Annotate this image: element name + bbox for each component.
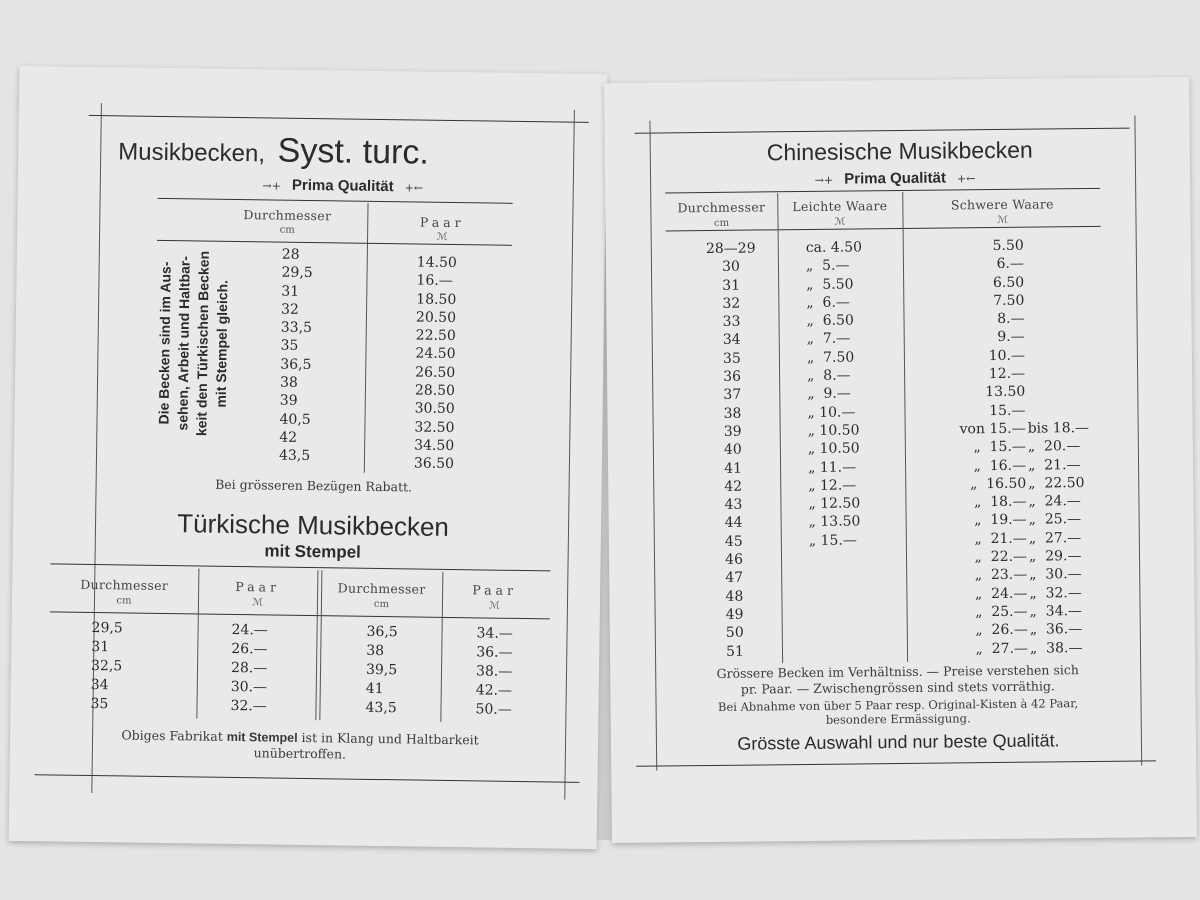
section2-subtitle: mit Stempel (264, 541, 361, 562)
t1-price-list (414, 254, 457, 474)
heavy-price-to-cell: „ 34.— (1029, 603, 1083, 620)
light-price-cell (810, 623, 866, 642)
light-price-cell: „ 13.50 (808, 513, 861, 531)
price-cell: 42.— (475, 682, 513, 699)
diameter-cell: 50 (725, 624, 744, 642)
heavy-price-to-cell: „ 22.50 (1028, 474, 1085, 492)
heavy-price-from-cell: „ 25.— (975, 603, 1028, 621)
light-price-cell: „ 11.— (807, 459, 857, 476)
heavy-price-to-cell (1026, 236, 1088, 255)
heavy-price-to-cell (1026, 273, 1088, 292)
diameter-cell: 47 (725, 569, 744, 587)
ornament-left: →+ (262, 179, 281, 193)
light-price-cell: „ 10.50 (807, 422, 860, 439)
t1-header-paar: Paar (419, 214, 465, 231)
heavy-price-from-cell: 15.— (989, 402, 1026, 419)
heavy-price-to-cell (1026, 291, 1088, 310)
heavy-price-from-cell: „ 22.— (974, 548, 1028, 566)
diameter-cell: 31 (722, 277, 741, 294)
diameter-cell: 51 (725, 643, 744, 660)
diameter-cell: 38 (723, 405, 742, 422)
diameter-cell: 30 (721, 258, 740, 276)
t2-top-rule (50, 563, 550, 571)
ornament-right: +← (404, 181, 424, 195)
r-div2 (902, 192, 908, 662)
price-cell: 24.— (231, 621, 268, 639)
heavy-price-from-cell: „ 18.— (973, 493, 1027, 511)
r-heavy-prices-b (1026, 236, 1092, 657)
heavy-price-from-cell: 12.— (988, 365, 1026, 383)
right-rule (564, 110, 575, 800)
footer-pre: Obiges Fabrikat (121, 727, 223, 744)
heavy-price-from-cell: von 15.— (959, 420, 1026, 438)
r-h2: Leichte Waare (792, 198, 888, 215)
quality-label: Prima Qualität (291, 176, 394, 196)
diameter-cell: 43 (724, 496, 743, 514)
r-note1-line2: pr. Paar. — Zwischengrössen sind stets vorräthig. (740, 678, 1055, 697)
r-light-prices (806, 238, 867, 659)
left-footer (55, 726, 545, 765)
price-cell: 16.— (416, 272, 453, 290)
diameter-cell: 48 (725, 588, 744, 605)
footer-line2: unübertroffen. (253, 745, 347, 762)
t2-col1-list (90, 619, 122, 714)
t2-u4: ℳ (489, 600, 500, 612)
diameter-cell: 36,5 (366, 623, 398, 641)
r-diameters (691, 239, 775, 661)
diameter-cell: 45 (724, 533, 743, 550)
r-u3: ℳ (997, 214, 1008, 226)
price-cell: 30.50 (414, 400, 455, 418)
top-rule (89, 115, 589, 123)
diameter-cell: 40,5 (279, 411, 311, 428)
t2-u3: cm (373, 598, 390, 611)
heavy-price-from-cell: 10.— (988, 347, 1025, 364)
heavy-price-from-cell: 6.50 (992, 274, 1025, 291)
closing-line: Grösste Auswahl und nur beste Qualität. (737, 730, 1060, 754)
r-note2-line2: besondere Ermässigung. (825, 711, 971, 727)
heavy-price-to-cell: „ 21.— (1027, 456, 1081, 474)
price-cell: 34.50 (414, 437, 455, 455)
heavy-price-from-cell: 6.— (996, 255, 1025, 273)
t2-header-rule (50, 611, 550, 619)
light-price-cell: „ 12.50 (808, 495, 861, 513)
light-price-cell: „ 12.— (808, 477, 857, 494)
price-cell: 18.50 (416, 291, 457, 308)
heavy-price-from-cell: 13.50 (985, 384, 1026, 401)
t2-h1: Durchmesser (80, 576, 169, 594)
r-light-list (806, 238, 867, 659)
diameter-cell: 34 (90, 676, 109, 694)
title-main: Syst. turc. (277, 131, 430, 172)
light-price-cell (809, 586, 865, 605)
diameter-cell: 35 (90, 695, 109, 713)
heavy-price-to-cell: „ 38.— (1029, 639, 1083, 657)
diameter-cell: 41 (365, 680, 384, 698)
r-table-top-rule (665, 188, 1100, 194)
diameter-cell: 46 (725, 551, 744, 568)
r-note2 (661, 696, 1136, 729)
light-price-cell: „ 8.— (807, 367, 851, 385)
diameter-cell: 42 (724, 478, 743, 495)
diameter-cell: 34 (722, 332, 741, 349)
t1-footer: Bei grösseren Bezügen Rabatt. (215, 476, 413, 495)
t1-diameter-list (279, 246, 313, 466)
light-price-cell: „ 9.— (807, 385, 851, 403)
heavy-price-from-cell: 7.50 (993, 292, 1025, 309)
diameter-cell: 28 (281, 246, 300, 263)
footer-post: ist in Klang und Haltbarkeit (301, 729, 479, 748)
t2-col2 (230, 621, 268, 716)
heavy-price-from-cell: „ 21.— (974, 530, 1027, 547)
price-cell: 34.— (476, 625, 513, 642)
heavy-price-to-cell (1027, 346, 1089, 365)
r-diameter-list (691, 239, 775, 661)
right-page (604, 77, 1197, 843)
diameter-cell: 49 (725, 606, 744, 623)
diameter-cell: 28—29 (705, 240, 756, 258)
diameter-cell: 33 (722, 313, 741, 331)
r-h3: Schwere Waare (950, 196, 1054, 213)
light-price-cell (809, 568, 865, 587)
t2-h3: Durchmesser (337, 580, 426, 597)
t1-unit-diameter: cm (279, 224, 295, 236)
diameter-cell: 39,5 (365, 661, 398, 679)
price-cell: 28.50 (414, 382, 456, 400)
price-cell: 22.50 (415, 327, 456, 345)
heavy-price-from-cell: „ 19.— (974, 512, 1027, 529)
price-cell: 32.— (230, 697, 267, 715)
diameter-cell: 29,5 (91, 619, 123, 637)
t2-h2: Paar (235, 578, 281, 595)
heavy-price-to-cell (1027, 328, 1089, 347)
price-cell: 32.50 (414, 419, 455, 436)
price-cell: 14.50 (416, 254, 457, 272)
r-bottom-rule (636, 760, 1156, 766)
r-ornament-left: →+ (814, 173, 834, 187)
t1-header-diameter: Durchmesser (243, 207, 332, 224)
diameter-cell: 35 (280, 338, 299, 355)
section2-title: Türkische Musikbecken (177, 508, 450, 542)
r-h1: Durchmesser (677, 199, 766, 216)
light-price-cell: „ 7.— (806, 331, 851, 348)
light-price-cell: „ 10.— (807, 404, 856, 421)
heavy-price-to-cell: „ 24.— (1028, 493, 1081, 510)
light-price-cell: ca. 4.50 (805, 239, 863, 256)
t2-u2: ℳ (252, 597, 263, 609)
r-heavy-a-list (924, 237, 1028, 659)
left-page (9, 66, 608, 849)
diameter-cell: 35 (722, 350, 741, 367)
diameter-cell: 36,5 (280, 356, 312, 373)
bottom-rule (35, 774, 580, 783)
price-cell: 28.— (230, 659, 268, 677)
diameter-cell: 42 (279, 429, 298, 446)
right-quality-line (745, 166, 1045, 188)
heavy-price-to-cell: bis 18.— (1027, 419, 1090, 437)
diameter-cell: 43,5 (365, 699, 397, 717)
diameter-cell: 43,5 (278, 447, 311, 465)
r-heavy-prices-a (924, 237, 1028, 659)
light-price-cell: „ 10.50 (807, 440, 860, 458)
quality-line (198, 173, 488, 196)
diameter-cell: 32 (280, 301, 300, 318)
r-heavy-b-list (1026, 236, 1092, 657)
r-note1 (660, 662, 1135, 699)
r-note2-line1: Bei Abnahme von über 5 Paar resp. Original-Kisten à 42 Paar, (717, 696, 1079, 714)
heavy-price-to-cell (1027, 382, 1089, 401)
r-u2: ℳ (834, 216, 846, 228)
diameter-cell: 36 (723, 368, 742, 385)
diameter-cell: 40 (723, 441, 742, 459)
price-cell: 26.50 (415, 364, 456, 381)
heavy-price-from-cell: „ 16.50 (969, 475, 1027, 493)
r-quality-label: Prima Qualität (844, 169, 946, 188)
r-right-rule (1134, 116, 1142, 766)
diameter-cell: 38 (366, 642, 385, 660)
heavy-price-to-cell: „ 20.— (1027, 438, 1081, 455)
diameter-cell: 38 (279, 374, 298, 391)
r-top-rule (635, 128, 1130, 134)
heavy-price-to-cell: „ 29.— (1028, 548, 1082, 565)
diameter-cell: 41 (724, 460, 743, 477)
diameter-cell: 44 (724, 515, 743, 532)
diameter-cell: 39 (723, 423, 742, 440)
diameter-cell: 31 (91, 638, 110, 656)
r-u1: cm (713, 217, 730, 229)
table1-top-rule (158, 198, 513, 204)
light-price-cell: „ 15.— (808, 532, 857, 549)
side-note: Die Becken sind im Aus- sehen, Arbeit und Haltbar- keit den Türkischen Becken mit Stempel gleich. (155, 250, 231, 437)
price-cell: 24.50 (415, 345, 456, 363)
t2-col1 (90, 619, 122, 714)
price-cell: 36.— (476, 644, 513, 661)
light-price-cell: „ 7.50 (806, 349, 855, 366)
heavy-price-from-cell: „ 15.— (973, 438, 1026, 456)
light-price-cell: „ 5.— (805, 257, 850, 275)
price-cell: 26.— (231, 640, 268, 658)
heavy-price-to-cell (1026, 309, 1088, 328)
light-price-cell: „ 5.50 (806, 276, 854, 293)
r-note1-line1: Grössere Becken im Verhältniss. — Preise verstehen sich (716, 662, 1079, 681)
t2-col3-list (365, 623, 397, 718)
diameter-cell: 29,5 (281, 264, 313, 282)
t1-prices (414, 254, 457, 474)
heavy-price-to-cell: „ 30.— (1029, 566, 1082, 584)
footer-bold: mit Stempel (226, 729, 298, 745)
heavy-price-to-cell: „ 27.— (1028, 529, 1082, 547)
heavy-price-to-cell (1027, 364, 1089, 383)
price-cell: 38.— (475, 663, 513, 680)
heavy-price-to-cell: „ 25.— (1028, 511, 1082, 529)
t2-col3 (365, 623, 397, 718)
t1-unit-paar: ℳ (436, 231, 448, 243)
diameter-cell: 31 (281, 283, 300, 300)
r-left-rule (649, 121, 657, 771)
r-div1 (777, 193, 783, 663)
price-cell: 36.50 (413, 455, 455, 473)
price-cell: 30.— (230, 678, 268, 696)
price-cell: 20.50 (415, 309, 457, 326)
light-price-cell (810, 641, 866, 660)
heavy-price-to-cell (1026, 254, 1088, 273)
heavy-price-from-cell: „ 16.— (973, 457, 1027, 474)
t2-col2-list (230, 621, 268, 716)
t2-col4 (475, 624, 513, 719)
light-price-cell (809, 549, 865, 568)
light-price-cell: „ 6.— (806, 294, 850, 311)
right-title: Chinesische Musikbecken (766, 136, 1033, 166)
diameter-cell: 39 (279, 392, 298, 410)
diameter-cell: 32,5 (90, 657, 123, 675)
heavy-price-to-cell (1027, 401, 1089, 420)
light-price-cell (810, 604, 866, 623)
t1-diameters (279, 246, 313, 466)
title-prefix: Musikbecken, (118, 138, 266, 168)
diameter-cell: 32 (722, 295, 741, 312)
heavy-price-to-cell: „ 32.— (1029, 584, 1082, 602)
heavy-price-to-cell: „ 36.— (1029, 621, 1083, 638)
title (118, 129, 429, 172)
r-ornament-right: +← (956, 172, 976, 186)
heavy-price-from-cell: 8.— (997, 310, 1025, 328)
heavy-price-from-cell: „ 23.— (974, 567, 1028, 584)
light-price-cell: „ 6.50 (806, 312, 854, 330)
t2-col4-list (475, 624, 513, 719)
diameter-cell: 33,5 (280, 319, 313, 337)
price-cell: 50.— (475, 701, 512, 718)
diameter-cell: 37 (723, 387, 742, 404)
t2-h4: Paar (472, 582, 518, 598)
heavy-price-from-cell: „ 24.— (974, 585, 1028, 602)
heavy-price-from-cell: „ 27.— (975, 640, 1029, 657)
heavy-price-from-cell: „ 26.— (975, 621, 1028, 639)
t2-u1: cm (116, 595, 132, 607)
heavy-price-from-cell: 9.— (997, 329, 1025, 346)
heavy-price-from-cell: 5.50 (992, 237, 1024, 255)
